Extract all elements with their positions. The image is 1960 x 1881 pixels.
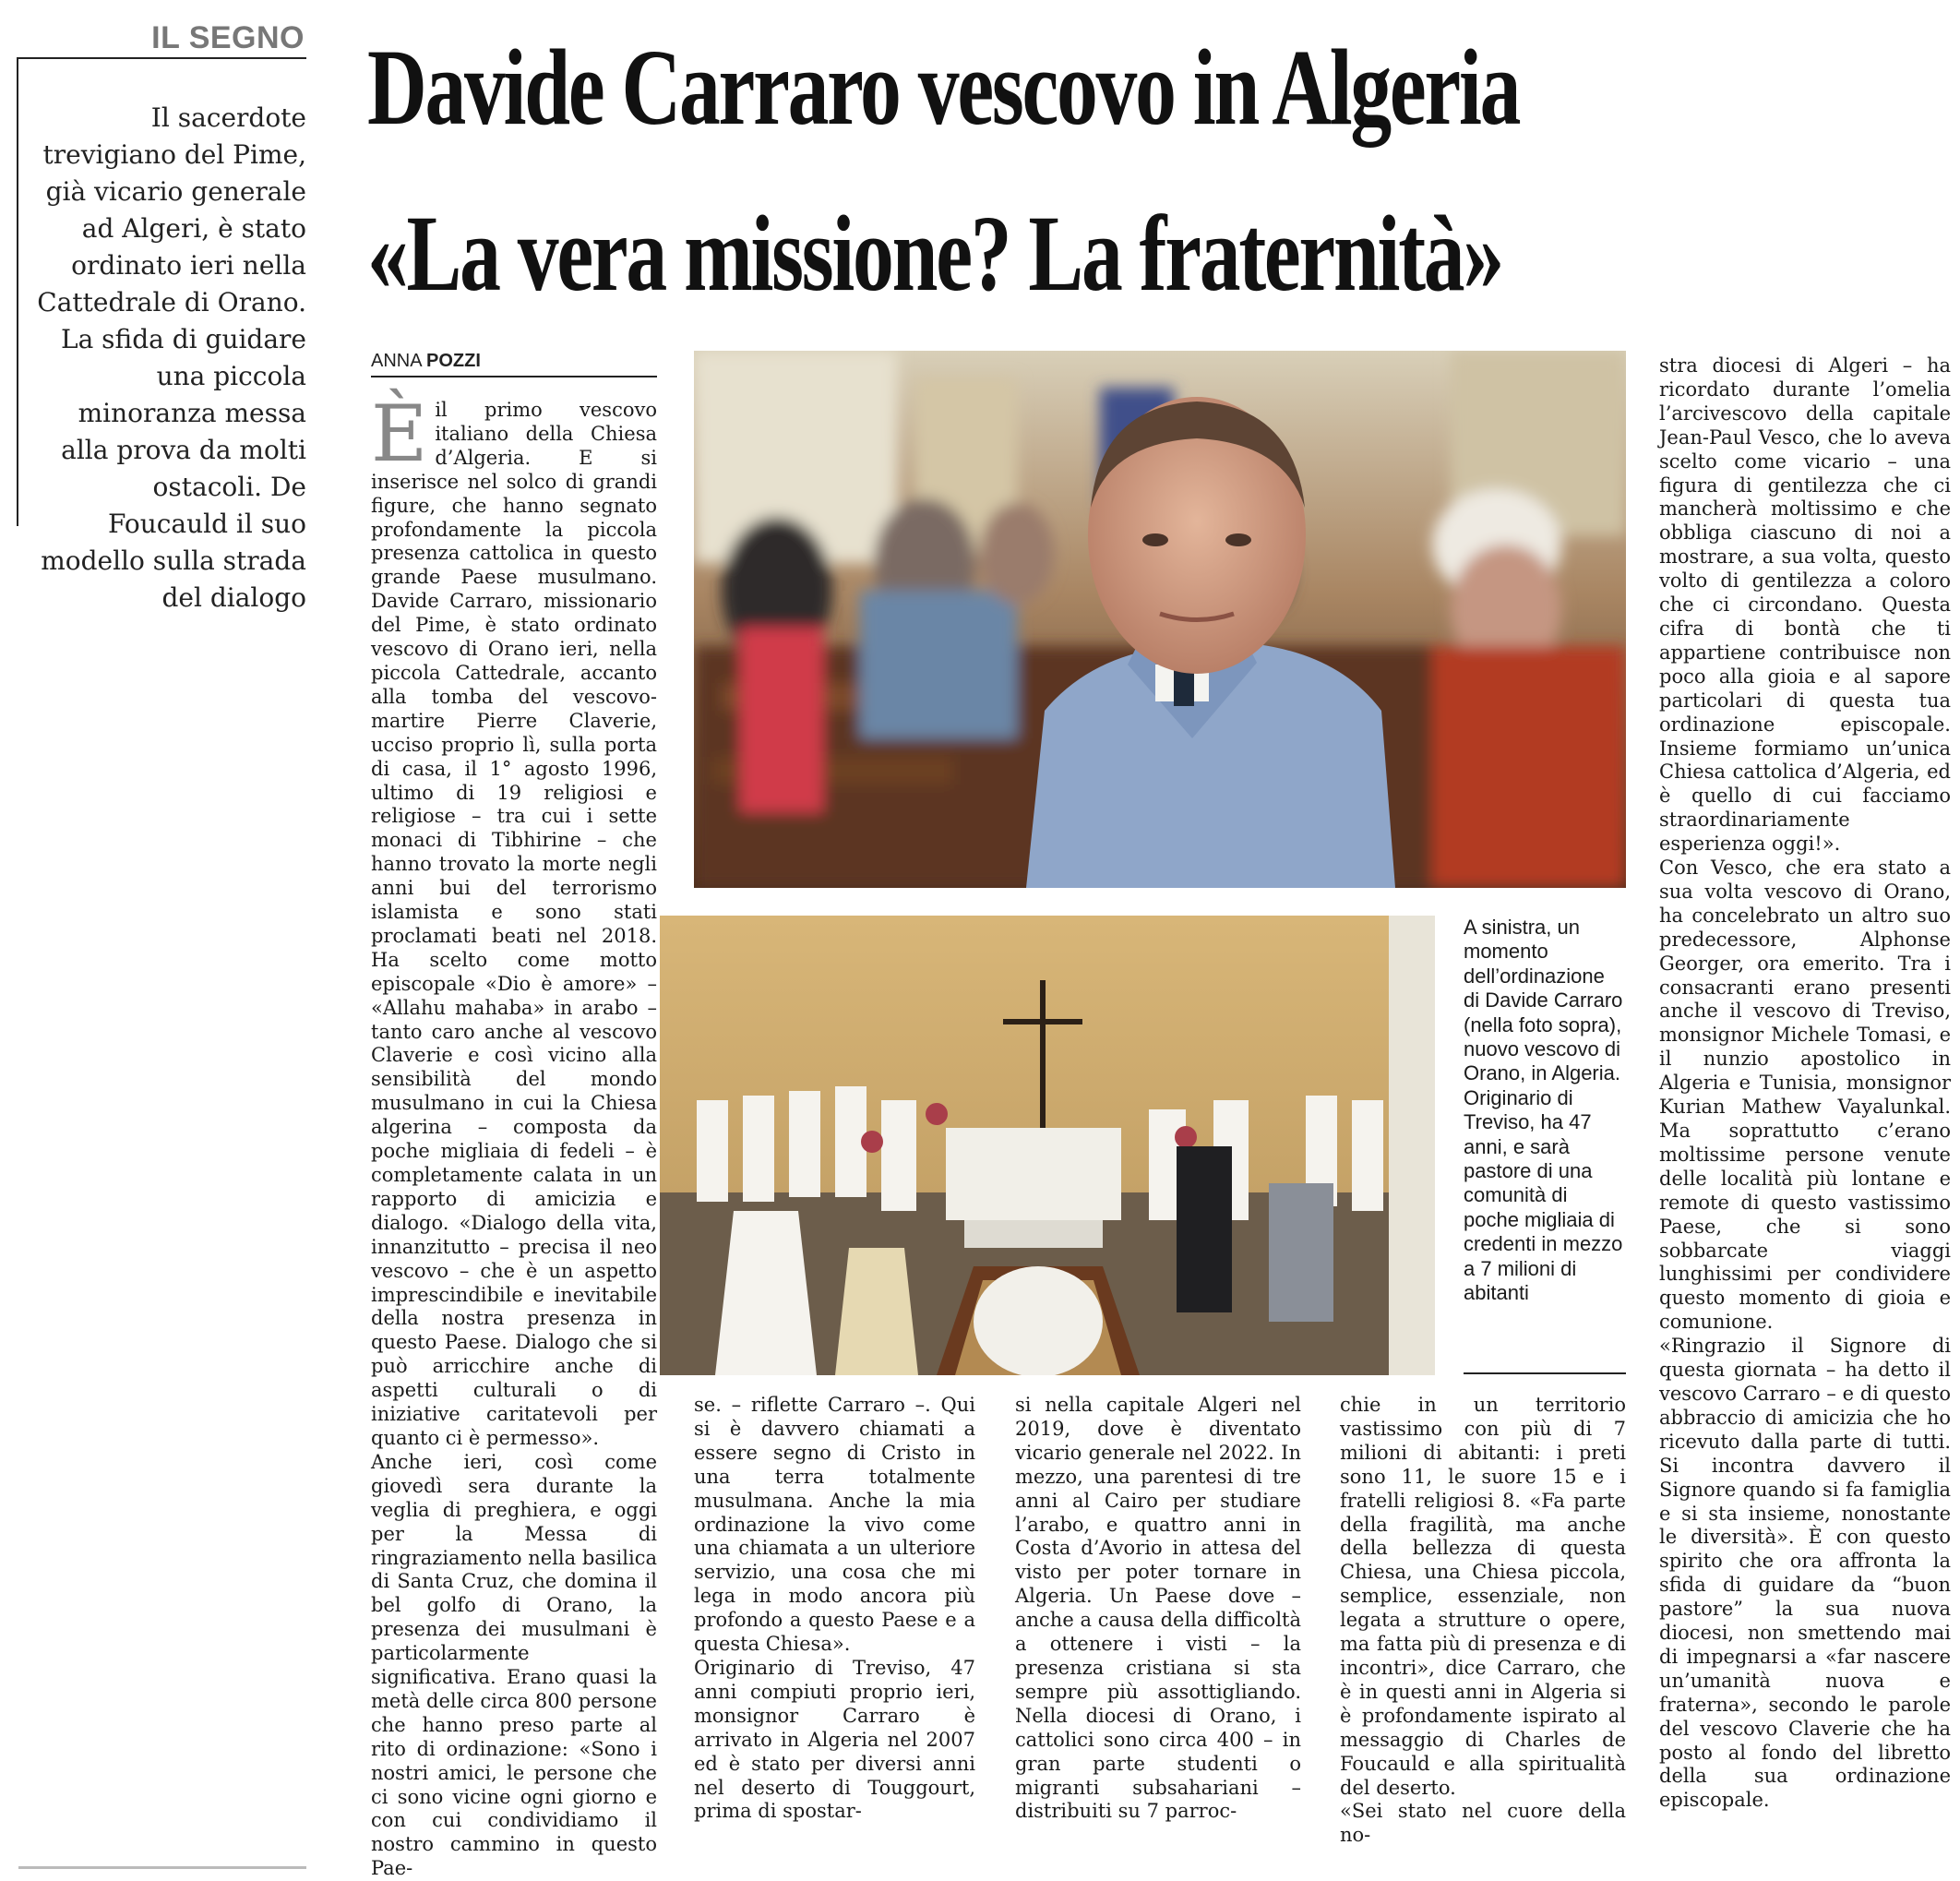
rubric-label: IL SEGNO: [151, 20, 305, 55]
article-column-4: [1340, 1394, 1626, 1848]
column-3-paragraph-1: si nella capitale Algeri nel 2019, dove è diventato vicario generale nel 2022. In mezzo, una parentesi di tre anni al Cairo per studiare l’arabo, e quattro anni in Costa d’Avorio in attesa del visto per poter tornare in Algeria. Un Paese dove – anche a causa della difficoltà a ottenere i visti – la presenza cristiana si sta sempre più assottigliando. Nella diocesi di Orano, i cattolici sono circa 400 – in gran parte studenti o migranti subsahariani – distribuiti su 7 parroc-: [1015, 1394, 1301, 1823]
cross-icon: [1040, 980, 1046, 1151]
footer-rule: [18, 1866, 306, 1869]
headline-line-2: «La vera missione? La fraternità»: [367, 193, 1502, 314]
article-column-1: [371, 389, 657, 1881]
altar: [946, 1128, 1121, 1220]
column-1-paragraph-1: il primo vescovo italiano della Chiesa d’Algeria. E si inserisce nel solco di grandi figure, che hanno segnato profondamente la piccola presenza cattolica in questo grande Paese musulmano. Davide Carraro, missionario del Pime, è stato ordinato vescovo di Orano ieri, nella piccola Cattedrale, accanto alla tomba del vescovo-martire Pierre Claverie, ucciso proprio lì, sulla porta di casa, il 1° agosto 1996, ultimo di 19 religiosi e religiose – tra cui i sette monaci di Tibhirine – che hanno trovato la morte negli anni bui del terrorismo islamista e sono stati proclamati beati nel 2018. Ha scelto come motto episcopale «Dio è amore» – «Allahu mahaba» in arabo – tanto caro anche al vescovo Claverie e così vicino alla sensibilità del mondo musulmano in cui la Chiesa algerina – composta da poche migliaia di fedeli – è completamente calata in un rapporto di amicizia e dialogo. «Dialogo della vita, innanzitutto – precisa il neo vescovo – che è un aspetto imprescindibile e inevitabile della nostra presenza in questo Paese. Dialogo che si può arricchire anche di aspetti culturali o di iniziative caritatevoli per quanto ci è permesso».: [371, 399, 657, 1449]
article-summary: Il sacerdote trevigiano del Pime, già vicario generale ad Algeri, è stato ordinato ieri nella Cattedrale di Orano. La sfida di guidare una piccola minoranza messa alla prova da molti ostacoli. De Foucauld il suo modello sulla strada del dialogo: [37, 102, 306, 613]
column-4-paragraph-2: «Sei stato nel cuore della no-: [1340, 1800, 1626, 1847]
article-column-5: [1659, 354, 1951, 1813]
portrait-photo-image: [694, 351, 1626, 888]
caption-rule: [1464, 1372, 1626, 1374]
byline: [371, 351, 657, 377]
section-rubric: [18, 20, 306, 59]
article-column-3: [1015, 1394, 1301, 1824]
portrait-photo: [694, 351, 1626, 888]
rubric-border: [17, 57, 18, 526]
prostrate-ordinand: [974, 1266, 1103, 1375]
column-4-paragraph-1: chie in un territorio vastissimo con più di 7 milioni di abitanti: i preti sono 11, le suore 15 e i fratelli religiosi 8. «Fa parte della fragilità, ma anche della bellezza di questa Chiesa, una Chiesa piccola, semplice, essenziale, non legata a strutture o opere, ma fatta più di presenza e di incontri», dice Carraro, che è in questi anni in Algeria si è profondamente ispirato al messaggio di Charles de Foucauld e alla spiritualità del deserto.: [1340, 1394, 1626, 1799]
column-5-paragraph-1: stra diocesi di Algeri – ha ricordato durante l’omelia l’arcivescovo della capitale Jean-Paul Vesco, che lo aveva scelto come vicario – una figura di gentilezza che ci mancherà moltissimo e che obbliga ciascuno di noi a mostrare, a sua volta, questo volto di gentilezza a coloro che ci circondano. Questa cifra di bontà che ti appartiene contribuisce non poco alla gioia e al sapore particolari di questa tua ordinazione episcopale. Insieme formiamo un’unica Chiesa cattolica d’Algeria, ed è quello di cui facciamo straordinariamente esperienza oggi!».: [1659, 354, 1951, 856]
column-2-paragraph-1: se. – riflette Carraro –. Qui si è davvero chiamati a essere segno di Cristo in una terra totalmente musulmana. Anche la mia ordinazione la vivo come una chiamata a un ulteriore servizio, una cosa che mi lega in modo ancora più profondo a questo Paese e a questa Chiesa».: [694, 1394, 975, 1656]
headline-line-1: Davide Carraro vescovo in Algeria: [367, 27, 1520, 148]
column-2-paragraph-2: Originario di Treviso, 47 anni compiuti proprio ieri, monsignor Carraro è arrivato in Algeria nel 2007 ed è stato per diversi anni nel deserto di Touggourt, prima di spostar-: [694, 1656, 975, 1823]
ceremony-photo: [660, 916, 1435, 1375]
man-in-suit: [1177, 1146, 1232, 1312]
column-5-paragraph-3: «Ringrazio il Signore di questa giornata – ha detto il vescovo Carraro – e di questo abbraccio di amicizia che ho ricevuto dalla parte di tutti. Si incontra davvero il Signore quando si fa famiglia e si sta insieme, nonostante le diversità». È con questo spirito che ora affronta la sfida di guidare da “buon pastore” la sua nuova diocesi, non smettendo mai di impegnarsi a «far nascere un’umanità nuova e fraterna», secondo le parole del vescovo Claverie che ha posto al fondo del libretto della sua ordinazione episcopale.: [1659, 1335, 1951, 1812]
photo-caption: A sinistra, un momento dell’ordinazione di Davide Carraro (nella foto sopra), nuovo vescovo di Orano, in Algeria. Originario di Treviso, ha 47 anni, e sarà pastore di una comunità di poche migliaia di credenti in mezzo a 7 milioni di abitanti: [1464, 916, 1623, 1305]
column-5-paragraph-2: Con Vesco, che era stato a sua volta vescovo di Orano, ha concelebrato un altro suo predecessore, Alphonse Georger, ora emerito. Tra i consacranti erano presenti anche il vescovo di Treviso, monsignor Michele Tomasi, e il nunzio apostolico in Algeria e Tunisia, monsignor Kurian Mathew Vayalunkal. Ma soprattutto c’erano moltissime persone venute delle località più lontane e remote di questo vastissimo Paese, che si sono sobbarcate viaggi lunghissimi per condividere questo momento di gioia e comunione.: [1659, 857, 1951, 1334]
article-column-2: [694, 1394, 975, 1824]
byline-last-name: POZZI: [426, 351, 481, 371]
byline-first-name: ANNA: [371, 351, 422, 371]
ceremony-photo-image: [660, 916, 1435, 1375]
drop-cap: È: [371, 389, 428, 479]
column-1-paragraph-2: Anche ieri, così come giovedì sera durante la veglia di preghiera, e oggi per la Messa di ringraziamento nella basilica di Santa Cruz, che domina il bel golfo di Orano, la presenza dei musulmani è particolarmente significativa. Erano quasi la metà delle circa 800 persone che hanno preso parte al rito di ordinazione: «Sono i nostri amici, le persone che ci sono vicine ogni giorno e con cui condividiamo il nostro cammino in questo Pae-: [371, 1450, 657, 1880]
